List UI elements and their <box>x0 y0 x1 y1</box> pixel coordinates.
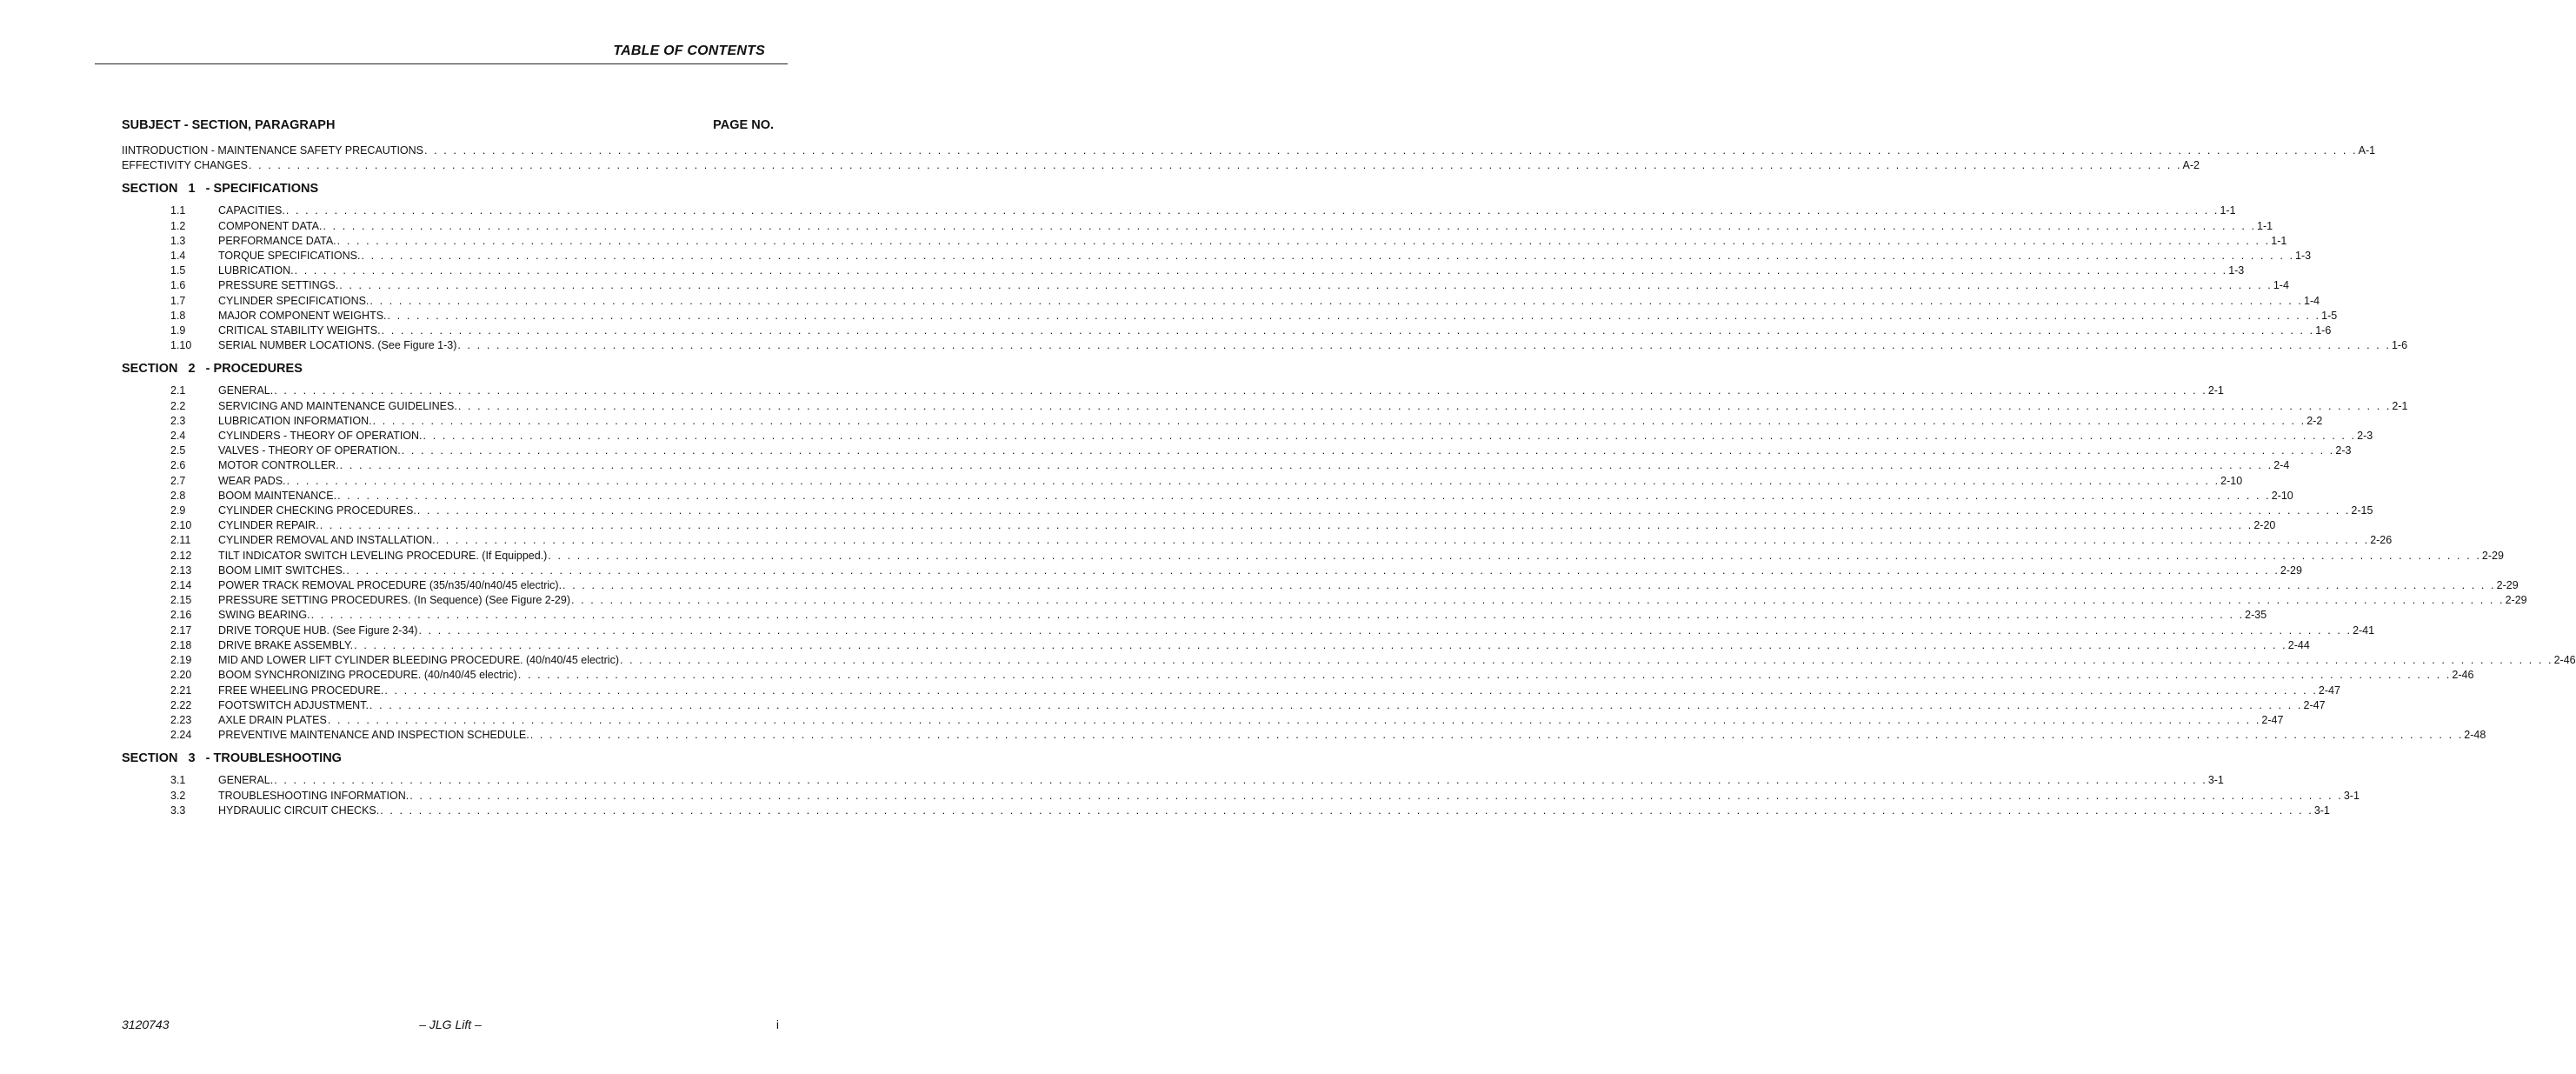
toc-entry-number: 2.2 <box>170 399 186 412</box>
toc-entry-title: TORQUE SPECIFICATIONS. <box>218 250 361 263</box>
toc-entry-page: 2-20 <box>2253 519 2276 532</box>
toc-entry <box>122 653 2576 668</box>
dot-leader: . . . . . . . . . . . . . . . . . . . . . . . . . . . . . . . . . . . . . . . . . . . . . . . . . . . . . . . . . . . . . . . . . . . . . . . . . . . . . . . . . . . . . . . . . . . . . . . . . . . . . . . . . . . . . . . . . . . . . . . . . . . . . . . . . . . . . . . . . . . . . . . . . . . . . . . . . . . . . . . . . . . . . . . . . . . . . . . . . . . . . . . . . . . . . . . . . . . . . . . . <box>285 204 2220 217</box>
toc-entry-page: 2-2 <box>2306 414 2323 427</box>
dot-leader: . . . . . . . . . . . . . . . . . . . . . . . . . . . . . . . . . . . . . . . . . . . . . . . . . . . . . . . . . . . . . . . . . . . . . . . . . . . . . . . . . . . . . . . . . . . . . . . . . . . . . . . . . . . . . . . . . . . . . . . . . . . . . . . . . . . . . . . . . . . . . . . . . . . . . . . . . . . . . . . . . . . . . . . . . . . . . . . . . . . . . . . . . . . . . . . . . . . . . . . . <box>416 504 2351 517</box>
toc-entry-title: SERIAL NUMBER LOCATIONS. (See Figure 1-3) <box>218 339 457 352</box>
dot-leader: . . . . . . . . . . . . . . . . . . . . . . . . . . . . . . . . . . . . . . . . . . . . . . . . . . . . . . . . . . . . . . . . . . . . . . . . . . . . . . . . . . . . . . . . . . . . . . . . . . . . . . . . . . . . . . . . . . . . . . . . . . . . . . . . . . . . . . . . . . . . . . . . . . . . . . . . . . . . . . . . . . . . . . . . . . . . . . . . . . . . . . . . . . . . . . . . . . . . . . . . <box>319 519 2253 532</box>
toc-entry-title: PRESSURE SETTING PROCEDURES. (In Sequence) (See Figure 2-29) <box>218 594 570 607</box>
toc-entry-title: LUBRICATION. <box>218 264 294 277</box>
toc-entry <box>122 564 2302 578</box>
toc-entry-title: IINTRODUCTION - MAINTENANCE SAFETY PRECAUTIONS <box>122 144 424 157</box>
dot-leader: . . . . . . . . . . . . . . . . . . . . . . . . . . . . . . . . . . . . . . . . . . . . . . . . . . . . . . . . . . . . . . . . . . . . . . . . . . . . . . . . . . . . . . . . . . . . . . . . . . . . . . . . . . . . . . . . . . . . . . . . . . . . . . . . . . . . . . . . . . . . . . . . . . . . . . . . . . . . . . . . . . . . . . . . . . . . . . . . . . . . . . . . . . . . . . . . . . . . . . . . <box>369 698 2303 711</box>
toc-entry-title: BOOM SYNCHRONIZING PROCEDURE. (40/n40/45 electric) <box>218 669 517 682</box>
dot-leader: . . . . . . . . . . . . . . . . . . . . . . . . . . . . . . . . . . . . . . . . . . . . . . . . . . . . . . . . . . . . . . . . . . . . . . . . . . . . . . . . . . . . . . . . . . . . . . . . . . . . . . . . . . . . . . . . . . . . . . . . . . . . . . . . . . . . . . . . . . . . . . . . . . . . . . . . . . . . . . . . . . . . . . . . . . . . . . . . . . . . . . . . . . . . . . . . . . . . . . . . <box>369 294 2304 307</box>
toc-entry-title: POWER TRACK REMOVAL PROCEDURE (35/n35/40/n40/45 electric). <box>218 579 562 592</box>
toc-entry-number: 2.21 <box>170 684 192 697</box>
toc-entry-page: A-1 <box>2358 144 2376 157</box>
toc-entry <box>122 518 2276 533</box>
dot-leader: . . . . . . . . . . . . . . . . . . . . . . . . . . . . . . . . . . . . . . . . . . . . . . . . . . . . . . . . . . . . . . . . . . . . . . . . . . . . . . . . . . . . . . . . . . . . . . . . . . . . . . . . . . . . . . . . . . . . . . . . . . . . . . . . . . . . . . . . . . . . . . . . . . . . . . . . . . . . . . . . . . . . . . . . . . . . . . . . . . . . . . . . . . . . . . . . . . . . . . . . <box>380 804 2313 817</box>
toc-entry <box>122 458 2290 473</box>
toc-entry <box>122 474 2243 489</box>
toc-entry-page: 1-4 <box>2304 294 2320 307</box>
dot-leader: . . . . . . . . . . . . . . . . . . . . . . . . . . . . . . . . . . . . . . . . . . . . . . . . . . . . . . . . . . . . . . . . . . . . . . . . . . . . . . . . . . . . . . . . . . . . . . . . . . . . . . . . . . . . . . . . . . . . . . . . . . . . . . . . . . . . . . . . . . . . . . . . . . . . . . . . . . . . . . . . . . . . . . . . . . . . . . . . . . . . . . . . . . . . . . . . . . . . . . . . <box>529 729 2464 742</box>
dot-leader: . . . . . . . . . . . . . . . . . . . . . . . . . . . . . . . . . . . . . . . . . . . . . . . . . . . . . . . . . . . . . . . . . . . . . . . . . . . . . . . . . . . . . . . . . . . . . . . . . . . . . . . . . . . . . . . . . . . . . . . . . . . . . . . . . . . . . . . . . . . . . . . . . . . . . . . . . . . . . . . . . . . . . . . . . . . . . . . . . . . . . . . . . . . . . . . . . . . . . . . . <box>381 324 2315 337</box>
dot-leader: . . . . . . . . . . . . . . . . . . . . . . . . . . . . . . . . . . . . . . . . . . . . . . . . . . . . . . . . . . . . . . . . . . . . . . . . . . . . . . . . . . . . . . . . . . . . . . . . . . . . . . . . . . . . . . . . . . . . . . . . . . . . . . . . . . . . . . . . . . . . . . . . . . . . . . . . . . . . . . . . . . . . . . . . . . . . . . . . . . . . . . . . . . . . . . . . . . . . . . . . <box>401 444 2335 457</box>
dot-leader: . . . . . . . . . . . . . . . . . . . . . . . . . . . . . . . . . . . . . . . . . . . . . . . . . . . . . . . . . . . . . . . . . . . . . . . . . . . . . . . . . . . . . . . . . . . . . . . . . . . . . . . . . . . . . . . . . . . . . . . . . . . . . . . . . . . . . . . . . . . . . . . . . . . . . . . . . . . . . . . . . . . . . . . . . . . . . . . . . . . . . . . . . . . . . . . . . . . . . . . . <box>418 624 2353 637</box>
toc-entry <box>122 804 2330 818</box>
toc-entry <box>122 549 2504 564</box>
dot-leader: . . . . . . . . . . . . . . . . . . . . . . . . . . . . . . . . . . . . . . . . . . . . . . . . . . . . . . . . . . . . . . . . . . . . . . . . . . . . . . . . . . . . . . . . . . . . . . . . . . . . . . . . . . . . . . . . . . . . . . . . . . . . . . . . . . . . . . . . . . . . . . . . . . . . . . . . . . . . . . . . . . . . . . . . . . . . . . . . . . . . . . . . . . . . . . . . . . . . . . . . <box>274 384 2207 397</box>
toc-entry-title: CYLINDER SPECIFICATIONS. <box>218 294 369 307</box>
toc-entry-page: 1-6 <box>2315 324 2332 337</box>
toc-entry-title: HYDRAULIC CIRCUIT CHECKS. <box>218 804 380 817</box>
toc-entry-page: 2-10 <box>2271 489 2293 502</box>
toc-entry-title: COMPONENT DATA. <box>218 219 323 232</box>
toc-entry <box>122 504 2373 518</box>
toc-entry-number: 2.19 <box>170 654 192 667</box>
toc-entry-page: 2-47 <box>2303 698 2326 711</box>
dot-leader: . . . . . . . . . . . . . . . . . . . . . . . . . . . . . . . . . . . . . . . . . . . . . . . . . . . . . . . . . . . . . . . . . . . . . . . . . . . . . . . . . . . . . . . . . . . . . . . . . . . . . . . . . . . . . . . . . . . . . . . . . . . . . . . . . . . . . . . . . . . . . . . . . . . . . . . . . . . . . . . . . . . . . . . . . . . . . . . . . . . . . . . . . . . . . . . . . . . . . . . . <box>323 219 2257 232</box>
footer-doc-number: 3120743 <box>122 1017 170 1031</box>
toc-entry-title: FREE WHEELING PROCEDURE. <box>218 684 384 697</box>
toc-entry-title: WEAR PADS. <box>218 474 286 487</box>
toc-entry-page: 2-10 <box>2220 474 2243 487</box>
dot-leader: . . . . . . . . . . . . . . . . . . . . . . . . . . . . . . . . . . . . . . . . . . . . . . . . . . . . . . . . . . . . . . . . . . . . . . . . . . . . . . . . . . . . . . . . . . . . . . . . . . . . . . . . . . . . . . . . . . . . . . . . . . . . . . . . . . . . . . . . . . . . . . . . . . . . . . . . . . . . . . . . . . . . . . . . . . . . . . . . . . . . . . . . . . . . . . . . . . . . . . . . <box>424 144 2358 157</box>
toc-entry-page: 2-29 <box>2496 579 2519 592</box>
dot-leader: . . . . . . . . . . . . . . . . . . . . . . . . . . . . . . . . . . . . . . . . . . . . . . . . . . . . . . . . . . . . . . . . . . . . . . . . . . . . . . . . . . . . . . . . . . . . . . . . . . . . . . . . . . . . . . . . . . . . . . . . . . . . . . . . . . . . . . . . . . . . . . . . . . . . . . . . . . . . . . . . . . . . . . . . . . . . . . . . . . . . . . . . . . . . . . . . . . . . . . . . <box>517 669 2452 682</box>
toc-entry-page: 2-46 <box>2553 654 2576 667</box>
toc-entry-title: GENERAL. <box>218 774 274 787</box>
toc-entry-number: 2.3 <box>170 414 186 427</box>
toc-entry-page: 2-35 <box>2245 609 2267 622</box>
toc-entry-number: 2.7 <box>170 474 186 487</box>
toc-entry <box>122 338 2408 353</box>
toc-entry-page: 2-3 <box>2335 444 2352 457</box>
toc-entry <box>122 263 2245 278</box>
toc-entry-title: PERFORMANCE DATA. <box>218 234 336 247</box>
toc-entry-title: PRESSURE SETTINGS. <box>218 279 339 292</box>
toc-entry <box>122 324 2332 338</box>
toc-entry-page: 1-1 <box>2220 204 2236 217</box>
toc-entry-number: 1.8 <box>170 309 186 322</box>
toc-entry <box>122 668 2474 683</box>
dot-leader: . . . . . . . . . . . . . . . . . . . . . . . . . . . . . . . . . . . . . . . . . . . . . . . . . . . . . . . . . . . . . . . . . . . . . . . . . . . . . . . . . . . . . . . . . . . . . . . . . . . . . . . . . . . . . . . . . . . . . . . . . . . . . . . . . . . . . . . . . . . . . . . . . . . . . . . . . . . . . . . . . . . . . . . . . . . . . . . . . . . . . . . . . . . . . . . . . . . . . . . . <box>548 549 2481 562</box>
toc-entry-page: 1-3 <box>2295 250 2312 263</box>
toc-entry <box>122 608 2267 623</box>
toc-entry-page: 2-48 <box>2464 729 2486 742</box>
toc-entry-number: 2.22 <box>170 698 192 711</box>
toc-entry-page: 2-15 <box>2351 504 2373 517</box>
toc-entry-title: EFFECTIVITY CHANGES <box>122 159 248 172</box>
dot-leader: . . . . . . . . . . . . . . . . . . . . . . . . . . . . . . . . . . . . . . . . . . . . . . . . . . . . . . . . . . . . . . . . . . . . . . . . . . . . . . . . . . . . . . . . . . . . . . . . . . . . . . . . . . . . . . . . . . . . . . . . . . . . . . . . . . . . . . . . . . . . . . . . . . . . . . . . . . . . . . . . . . . . . . . . . . . . . . . . . . . . . . . . . . . . . . . . . . . . . . . . <box>372 414 2306 427</box>
toc-entry <box>122 713 2284 728</box>
toc-entry-page: 2-3 <box>2357 430 2373 443</box>
dot-leader: . . . . . . . . . . . . . . . . . . . . . . . . . . . . . . . . . . . . . . . . . . . . . . . . . . . . . . . . . . . . . . . . . . . . . . . . . . . . . . . . . . . . . . . . . . . . . . . . . . . . . . . . . . . . . . . . . . . . . . . . . . . . . . . . . . . . . . . . . . . . . . . . . . . . . . . . . . . . . . . . . . . . . . . . . . . . . . . . . . . . . . . . . . . . . . . . . . . . . . . . <box>248 159 2182 172</box>
toc-entry-number: 3.3 <box>170 804 186 817</box>
toc-entry-number: 1.2 <box>170 219 186 232</box>
section-heading: SECTION 1 - SPECIFICATIONS <box>122 182 319 197</box>
toc-entry-number: 2.18 <box>170 638 192 651</box>
toc-entry-number: 2.20 <box>170 669 192 682</box>
dot-leader: . . . . . . . . . . . . . . . . . . . . . . . . . . . . . . . . . . . . . . . . . . . . . . . . . . . . . . . . . . . . . . . . . . . . . . . . . . . . . . . . . . . . . . . . . . . . . . . . . . . . . . . . . . . . . . . . . . . . . . . . . . . . . . . . . . . . . . . . . . . . . . . . . . . . . . . . . . . . . . . . . . . . . . . . . . . . . . . . . . . . . . . . . . . . . . . . . . . . . . . . <box>423 430 2357 443</box>
toc-entry <box>122 624 2375 638</box>
dot-leader: . . . . . . . . . . . . . . . . . . . . . . . . . . . . . . . . . . . . . . . . . . . . . . . . . . . . . . . . . . . . . . . . . . . . . . . . . . . . . . . . . . . . . . . . . . . . . . . . . . . . . . . . . . . . . . . . . . . . . . . . . . . . . . . . . . . . . . . . . . . . . . . . . . . . . . . . . . . . . . . . . . . . . . . . . . . . . . . . . . . . . . . . . . . . . . . . . . . . . . . . <box>620 654 2553 667</box>
toc-entry-page: A-2 <box>2182 159 2200 172</box>
toc-entry-page: 2-29 <box>2505 594 2527 607</box>
toc-entry <box>122 578 2519 593</box>
toc-entry <box>122 684 2340 698</box>
toc-entry-number: 2.16 <box>170 609 192 622</box>
toc-entry <box>122 698 2326 713</box>
toc-entry-number: 2.23 <box>170 713 192 726</box>
toc-entry-title: BOOM LIMIT SWITCHES. <box>218 564 346 577</box>
toc-entry-page: 2-1 <box>2207 384 2224 397</box>
toc-entry-page: 2-47 <box>2261 713 2284 726</box>
dot-leader: . . . . . . . . . . . . . . . . . . . . . . . . . . . . . . . . . . . . . . . . . . . . . . . . . . . . . . . . . . . . . . . . . . . . . . . . . . . . . . . . . . . . . . . . . . . . . . . . . . . . . . . . . . . . . . . . . . . . . . . . . . . . . . . . . . . . . . . . . . . . . . . . . . . . . . . . . . . . . . . . . . . . . . . . . . . . . . . . . . . . . . . . . . . . . . . . . . . . . . . . <box>436 534 2370 547</box>
dot-leader: . . . . . . . . . . . . . . . . . . . . . . . . . . . . . . . . . . . . . . . . . . . . . . . . . . . . . . . . . . . . . . . . . . . . . . . . . . . . . . . . . . . . . . . . . . . . . . . . . . . . . . . . . . . . . . . . . . . . . . . . . . . . . . . . . . . . . . . . . . . . . . . . . . . . . . . . . . . . . . . . . . . . . . . . . . . . . . . . . . . . . . . . . . . . . . . . . . . . . . . . <box>384 684 2318 697</box>
toc-entry-page: 2-41 <box>2353 624 2375 637</box>
toc-entry-page: 3-1 <box>2343 789 2360 802</box>
dot-leader: . . . . . . . . . . . . . . . . . . . . . . . . . . . . . . . . . . . . . . . . . . . . . . . . . . . . . . . . . . . . . . . . . . . . . . . . . . . . . . . . . . . . . . . . . . . . . . . . . . . . . . . . . . . . . . . . . . . . . . . . . . . . . . . . . . . . . . . . . . . . . . . . . . . . . . . . . . . . . . . . . . . . . . . . . . . . . . . . . . . . . . . . . . . . . . . . . . . . . . . . <box>457 339 2391 352</box>
toc-entry-page: 1-3 <box>2228 264 2245 277</box>
section-heading: SECTION 3 - TROUBLESHOOTING <box>122 751 342 766</box>
toc-entry-number: 1.3 <box>170 234 186 247</box>
toc-entry-number: 3.1 <box>170 774 186 787</box>
dot-leader: . . . . . . . . . . . . . . . . . . . . . . . . . . . . . . . . . . . . . . . . . . . . . . . . . . . . . . . . . . . . . . . . . . . . . . . . . . . . . . . . . . . . . . . . . . . . . . . . . . . . . . . . . . . . . . . . . . . . . . . . . . . . . . . . . . . . . . . . . . . . . . . . . . . . . . . . . . . . . . . . . . . . . . . . . . . . . . . . . . . . . . . . . . . . . . . . . . . . . . . . <box>339 459 2273 472</box>
toc-entry-title: SERVICING AND MAINTENANCE GUIDELINES. <box>218 399 457 412</box>
toc-entry-page: 2-47 <box>2318 684 2340 697</box>
dot-leader: . . . . . . . . . . . . . . . . . . . . . . . . . . . . . . . . . . . . . . . . . . . . . . . . . . . . . . . . . . . . . . . . . . . . . . . . . . . . . . . . . . . . . . . . . . . . . . . . . . . . . . . . . . . . . . . . . . . . . . . . . . . . . . . . . . . . . . . . . . . . . . . . . . . . . . . . . . . . . . . . . . . . . . . . . . . . . . . . . . . . . . . . . . . . . . . . . . . . . . . . <box>310 609 2245 622</box>
footer-page-number: i <box>775 1017 779 1031</box>
toc-entry-number: 2.15 <box>170 594 192 607</box>
toc-entry-number: 2.14 <box>170 579 192 592</box>
toc-entry-page: 1-6 <box>2391 339 2408 352</box>
dot-leader: . . . . . . . . . . . . . . . . . . . . . . . . . . . . . . . . . . . . . . . . . . . . . . . . . . . . . . . . . . . . . . . . . . . . . . . . . . . . . . . . . . . . . . . . . . . . . . . . . . . . . . . . . . . . . . . . . . . . . . . . . . . . . . . . . . . . . . . . . . . . . . . . . . . . . . . . . . . . . . . . . . . . . . . . . . . . . . . . . . . . . . . . . . . . . . . . . . . . . . . . <box>294 264 2228 277</box>
toc-entry <box>122 773 2224 788</box>
toc-entry-number: 3.2 <box>170 789 186 802</box>
toc-entry <box>122 278 2289 293</box>
toc-entry-number: 1.7 <box>170 294 186 307</box>
toc-entry-number: 2.9 <box>170 504 186 517</box>
toc-entry-number: 1.4 <box>170 250 186 263</box>
toc-entry-number: 2.6 <box>170 459 186 472</box>
column-headers <box>122 118 774 132</box>
toc-entry-title: MOTOR CONTROLLER. <box>218 459 339 472</box>
dot-leader: . . . . . . . . . . . . . . . . . . . . . . . . . . . . . . . . . . . . . . . . . . . . . . . . . . . . . . . . . . . . . . . . . . . . . . . . . . . . . . . . . . . . . . . . . . . . . . . . . . . . . . . . . . . . . . . . . . . . . . . . . . . . . . . . . . . . . . . . . . . . . . . . . . . . . . . . . . . . . . . . . . . . . . . . . . . . . . . . . . . . . . . . . . . . . . . . . . . . . . . . <box>354 638 2287 651</box>
toc-entry-title: CYLINDER REMOVAL AND INSTALLATION. <box>218 534 436 547</box>
toc-entry <box>122 489 2293 504</box>
section-heading: SECTION 2 - PROCEDURES <box>122 362 303 377</box>
dot-leader: . . . . . . . . . . . . . . . . . . . . . . . . . . . . . . . . . . . . . . . . . . . . . . . . . . . . . . . . . . . . . . . . . . . . . . . . . . . . . . . . . . . . . . . . . . . . . . . . . . . . . . . . . . . . . . . . . . . . . . . . . . . . . . . . . . . . . . . . . . . . . . . . . . . . . . . . . . . . . . . . . . . . . . . . . . . . . . . . . . . . . . . . . . . . . . . . . . . . . . . . <box>336 234 2271 247</box>
toc-entry-title: DRIVE TORQUE HUB. (See Figure 2-34) <box>218 624 418 637</box>
toc-entry-title: DRIVE BRAKE ASSEMBLY. <box>218 638 354 651</box>
toc-entry-page: 1-4 <box>2273 279 2289 292</box>
dot-leader: . . . . . . . . . . . . . . . . . . . . . . . . . . . . . . . . . . . . . . . . . . . . . . . . . . . . . . . . . . . . . . . . . . . . . . . . . . . . . . . . . . . . . . . . . . . . . . . . . . . . . . . . . . . . . . . . . . . . . . . . . . . . . . . . . . . . . . . . . . . . . . . . . . . . . . . . . . . . . . . . . . . . . . . . . . . . . . . . . . . . . . . . . . . . . . . . . . . . . . . . <box>409 789 2343 802</box>
toc-entry-number: 2.13 <box>170 564 192 577</box>
toc-entry-number: 2.11 <box>170 534 191 547</box>
toc-entry <box>122 234 2287 249</box>
toc-entry-page: 1-1 <box>2257 219 2273 232</box>
toc-entry-title: LUBRICATION INFORMATION. <box>218 414 372 427</box>
dot-leader: . . . . . . . . . . . . . . . . . . . . . . . . . . . . . . . . . . . . . . . . . . . . . . . . . . . . . . . . . . . . . . . . . . . . . . . . . . . . . . . . . . . . . . . . . . . . . . . . . . . . . . . . . . . . . . . . . . . . . . . . . . . . . . . . . . . . . . . . . . . . . . . . . . . . . . . . . . . . . . . . . . . . . . . . . . . . . . . . . . . . . . . . . . . . . . . . . . . . . . . . <box>387 309 2321 322</box>
toc-entry <box>122 294 2320 309</box>
toc-entry-title: CYLINDERS - THEORY OF OPERATION. <box>218 430 423 443</box>
page-column-header: PAGE NO. <box>713 118 774 132</box>
toc-entry-number: 1.10 <box>170 339 192 352</box>
dot-leader: . . . . . . . . . . . . . . . . . . . . . . . . . . . . . . . . . . . . . . . . . . . . . . . . . . . . . . . . . . . . . . . . . . . . . . . . . . . . . . . . . . . . . . . . . . . . . . . . . . . . . . . . . . . . . . . . . . . . . . . . . . . . . . . . . . . . . . . . . . . . . . . . . . . . . . . . . . . . . . . . . . . . . . . . . . . . . . . . . . . . . . . . . . . . . . . . . . . . . . . . <box>327 713 2261 726</box>
toc-entry <box>122 789 2360 804</box>
toc-entry-title: GENERAL. <box>218 384 274 397</box>
toc-entry-page: 2-4 <box>2273 459 2290 472</box>
toc-entry-title: PREVENTIVE MAINTENANCE AND INSPECTION SCHEDULE. <box>218 729 529 742</box>
toc-entry <box>122 638 2310 653</box>
toc-entry-title: CYLINDER CHECKING PROCEDURES. <box>218 504 416 517</box>
toc-entry-title: CRITICAL STABILITY WEIGHTS. <box>218 324 381 337</box>
dot-leader: . . . . . . . . . . . . . . . . . . . . . . . . . . . . . . . . . . . . . . . . . . . . . . . . . . . . . . . . . . . . . . . . . . . . . . . . . . . . . . . . . . . . . . . . . . . . . . . . . . . . . . . . . . . . . . . . . . . . . . . . . . . . . . . . . . . . . . . . . . . . . . . . . . . . . . . . . . . . . . . . . . . . . . . . . . . . . . . . . . . . . . . . . . . . . . . . . . . . . . . . <box>274 774 2207 787</box>
dot-leader: . . . . . . . . . . . . . . . . . . . . . . . . . . . . . . . . . . . . . . . . . . . . . . . . . . . . . . . . . . . . . . . . . . . . . . . . . . . . . . . . . . . . . . . . . . . . . . . . . . . . . . . . . . . . . . . . . . . . . . . . . . . . . . . . . . . . . . . . . . . . . . . . . . . . . . . . . . . . . . . . . . . . . . . . . . . . . . . . . . . . . . . . . . . . . . . . . . . . . . . . <box>339 279 2273 292</box>
toc-entry <box>122 249 2312 263</box>
toc-entry-page: 2-46 <box>2452 669 2474 682</box>
toc-entry-title: FOOTSWITCH ADJUSTMENT. <box>218 698 369 711</box>
toc-entry-number: 2.4 <box>170 430 186 443</box>
toc-entry-title: MAJOR COMPONENT WEIGHTS. <box>218 309 387 322</box>
dot-leader: . . . . . . . . . . . . . . . . . . . . . . . . . . . . . . . . . . . . . . . . . . . . . . . . . . . . . . . . . . . . . . . . . . . . . . . . . . . . . . . . . . . . . . . . . . . . . . . . . . . . . . . . . . . . . . . . . . . . . . . . . . . . . . . . . . . . . . . . . . . . . . . . . . . . . . . . . . . . . . . . . . . . . . . . . . . . . . . . . . . . . . . . . . . . . . . . . . . . . . . . <box>562 579 2496 592</box>
dot-leader: . . . . . . . . . . . . . . . . . . . . . . . . . . . . . . . . . . . . . . . . . . . . . . . . . . . . . . . . . . . . . . . . . . . . . . . . . . . . . . . . . . . . . . . . . . . . . . . . . . . . . . . . . . . . . . . . . . . . . . . . . . . . . . . . . . . . . . . . . . . . . . . . . . . . . . . . . . . . . . . . . . . . . . . . . . . . . . . . . . . . . . . . . . . . . . . . . . . . . . . . <box>361 250 2295 263</box>
toc-entry-page: 2-44 <box>2287 638 2310 651</box>
toc-entry <box>122 429 2373 444</box>
toc-entry-number: 2.5 <box>170 444 186 457</box>
toc-entry-page: 3-1 <box>2207 774 2224 787</box>
table-of-contents <box>122 143 2576 818</box>
toc-entry <box>122 219 2273 234</box>
toc-entry-title: TILT INDICATOR SWITCH LEVELING PROCEDURE. (If Equipped.) <box>218 549 548 562</box>
toc-entry <box>122 444 2352 458</box>
dot-leader: . . . . . . . . . . . . . . . . . . . . . . . . . . . . . . . . . . . . . . . . . . . . . . . . . . . . . . . . . . . . . . . . . . . . . . . . . . . . . . . . . . . . . . . . . . . . . . . . . . . . . . . . . . . . . . . . . . . . . . . . . . . . . . . . . . . . . . . . . . . . . . . . . . . . . . . . . . . . . . . . . . . . . . . . . . . . . . . . . . . . . . . . . . . . . . . . . . . . . . . . <box>571 594 2505 607</box>
toc-entry-page: 3-1 <box>2313 804 2330 817</box>
toc-entry-title: CAPACITIES. <box>218 204 285 217</box>
toc-entry-page: 2-26 <box>2370 534 2393 547</box>
dot-leader: . . . . . . . . . . . . . . . . . . . . . . . . . . . . . . . . . . . . . . . . . . . . . . . . . . . . . . . . . . . . . . . . . . . . . . . . . . . . . . . . . . . . . . . . . . . . . . . . . . . . . . . . . . . . . . . . . . . . . . . . . . . . . . . . . . . . . . . . . . . . . . . . . . . . . . . . . . . . . . . . . . . . . . . . . . . . . . . . . . . . . . . . . . . . . . . . . . . . . . . . <box>337 489 2271 502</box>
toc-entry-title: AXLE DRAIN PLATES <box>218 713 327 726</box>
toc-entry <box>122 728 2486 743</box>
toc-entry <box>122 399 2408 414</box>
toc-entry <box>122 414 2323 429</box>
dot-leader: . . . . . . . . . . . . . . . . . . . . . . . . . . . . . . . . . . . . . . . . . . . . . . . . . . . . . . . . . . . . . . . . . . . . . . . . . . . . . . . . . . . . . . . . . . . . . . . . . . . . . . . . . . . . . . . . . . . . . . . . . . . . . . . . . . . . . . . . . . . . . . . . . . . . . . . . . . . . . . . . . . . . . . . . . . . . . . . . . . . . . . . . . . . . . . . . . . . . . . . . <box>346 564 2280 577</box>
toc-entry-number: 2.12 <box>170 549 192 562</box>
toc-entry-number: 2.8 <box>170 489 186 502</box>
dot-leader: . . . . . . . . . . . . . . . . . . . . . . . . . . . . . . . . . . . . . . . . . . . . . . . . . . . . . . . . . . . . . . . . . . . . . . . . . . . . . . . . . . . . . . . . . . . . . . . . . . . . . . . . . . . . . . . . . . . . . . . . . . . . . . . . . . . . . . . . . . . . . . . . . . . . . . . . . . . . . . . . . . . . . . . . . . . . . . . . . . . . . . . . . . . . . . . . . . . . . . . . <box>286 474 2220 487</box>
toc-entry-title: VALVES - THEORY OF OPERATION. <box>218 444 401 457</box>
toc-entry-number: 1.6 <box>170 279 186 292</box>
toc-entry <box>122 533 2393 548</box>
toc-entry-number: 1.1 <box>170 204 186 217</box>
toc-entry-title: SWING BEARING. <box>218 609 310 622</box>
toc-entry-title: TROUBLESHOOTING INFORMATION. <box>218 789 409 802</box>
subject-column-header: SUBJECT - SECTION, PARAGRAPH <box>122 118 336 132</box>
toc-entry-page: 1-1 <box>2271 234 2287 247</box>
toc-entry <box>122 203 2236 218</box>
toc-entry <box>122 593 2527 608</box>
toc-entry-number: 1.5 <box>170 264 186 277</box>
dot-leader: . . . . . . . . . . . . . . . . . . . . . . . . . . . . . . . . . . . . . . . . . . . . . . . . . . . . . . . . . . . . . . . . . . . . . . . . . . . . . . . . . . . . . . . . . . . . . . . . . . . . . . . . . . . . . . . . . . . . . . . . . . . . . . . . . . . . . . . . . . . . . . . . . . . . . . . . . . . . . . . . . . . . . . . . . . . . . . . . . . . . . . . . . . . . . . . . . . . . . . . . <box>457 399 2392 412</box>
footer-center-text: – JLG Lift – <box>419 1017 482 1031</box>
toc-entry-page: 2-1 <box>2392 399 2408 412</box>
toc-entry-number: 2.1 <box>170 384 186 397</box>
toc-entry-number: 2.24 <box>170 729 192 742</box>
toc-entry-number: 1.9 <box>170 324 186 337</box>
toc-entry <box>122 384 2224 398</box>
toc-entry-title: MID AND LOWER LIFT CYLINDER BLEEDING PROCEDURE. (40/n40/45 electric) <box>218 654 619 667</box>
toc-entry-page: 2-29 <box>2280 564 2302 577</box>
toc-entry-title: BOOM MAINTENANCE. <box>218 489 337 502</box>
page-header-title: TABLE OF CONTENTS <box>613 43 765 58</box>
toc-entry-page: 1-5 <box>2321 309 2338 322</box>
toc-entry <box>122 143 2376 158</box>
header-rule <box>95 63 788 64</box>
toc-entry <box>122 309 2338 324</box>
toc-entry-number: 2.10 <box>170 519 192 532</box>
toc-entry-page: 2-29 <box>2481 549 2504 562</box>
toc-entry-title: CYLINDER REPAIR. <box>218 519 319 532</box>
toc-entry-number: 2.17 <box>170 624 192 637</box>
toc-entry <box>122 158 2200 173</box>
